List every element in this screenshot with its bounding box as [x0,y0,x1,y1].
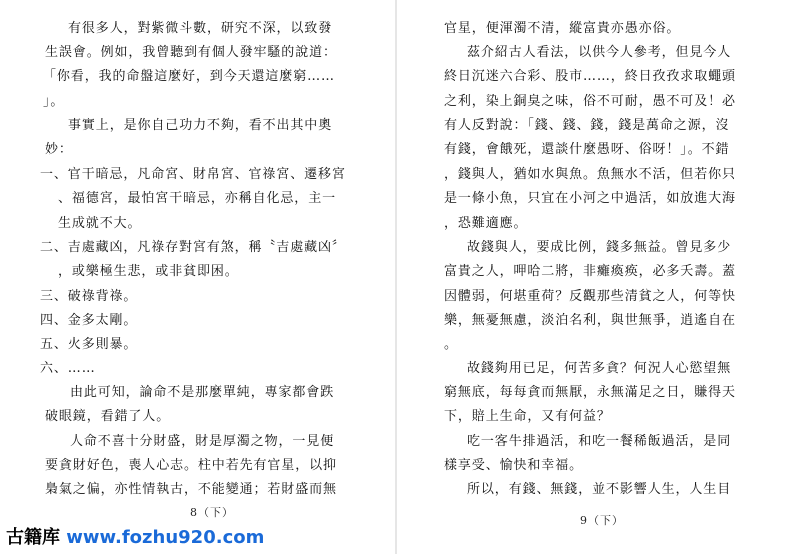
text-line: 下，賠上生命，又有何益？ [444,409,611,424]
text-line: 官星，便渾濁不清，縱富貴亦愚亦俗。 [444,21,681,36]
text-line: 樂，無憂無慮，淡泊名利，與世無爭，逍遙自在 [444,313,736,328]
text-line: 故錢夠用已足，何苦多貪？何況人心慾望無 [467,361,732,376]
watermark-site-name: 古籍库 [6,527,60,548]
watermark-url: www.fozhu920.com [66,527,265,548]
text-line: ，錢與人，猶如水與魚。魚無水不活，但若你只 [444,167,736,182]
text-line: 「你看，我的命盤這麼好，到今天還這麼窮…… [43,69,335,84]
page-number: 9（下） [580,514,624,527]
text-line: 破眼鏡，看錯了人。 [45,409,171,424]
text-line: 富貴之人，呷哈二將，非癱瘓痪，必多夭壽。蓋 [444,264,736,279]
text-line: 事實上，是你自己功力不夠，看不出其中奧 [68,118,333,133]
text-line: ，或樂極生悲，或非貧即困。 [58,264,239,279]
text-line: 妙： [45,142,73,157]
text-line: 二、吉處藏凶，凡祿存對宮有煞，稱〝吉處藏凶〞 [40,240,346,255]
right-page [397,0,793,554]
text-line: 四、金多太剛。 [40,313,138,328]
text-line: 五、火多則暴。 [40,337,138,352]
text-line: 是一條小魚，只宜在小河之中過活，如放進大海 [444,191,736,206]
text-line: 」。 [43,94,65,109]
text-line: 梟氣之偏，亦性情執古，不能變通；若財盛而無 [45,482,337,497]
text-line: 終日沉迷六合彩、股市……，終日孜孜求取蠅頭 [444,69,736,84]
text-line: 由此可知，論命不是那麼單純，專家都會跌 [70,385,335,400]
text-line: 有很多人，對紫微斗數，研究不深，以致發 [68,21,333,36]
text-line: 窮無底，每每貪而無厭，永無滿足之日，賺得天 [444,385,736,400]
text-line: 之利，染上銅臭之味，俗不可耐，愚不可及！必 [444,94,736,109]
site-watermark [6,523,264,549]
text-line: 因體弱，何堪重荷？反觀那些清貧之人，何等快 [444,289,736,304]
text-line: 生誤會。例如，我曾聽到有個人發牢騷的說道： [45,45,337,60]
text-line: 所以，有錢、無錢，並不影響人生，人生目 [467,482,732,497]
text-line: 一、官干暗忌，凡命宮、財帛宮、官祿宮、遷移宮 [40,167,346,182]
text-line: 。 [444,337,458,352]
text-line: 生成就不大。 [58,216,142,231]
page-number: 8（下） [190,506,234,519]
text-line: 人命不喜十分財盛，財是厚濁之物，一見便 [70,434,335,449]
left-page [0,0,396,554]
text-line: 故錢與人，要成比例，錢多無益。曾見多少 [467,240,732,255]
text-line: 樣享受、愉快和幸福。 [444,458,584,473]
text-line: 三、破祿背祿。 [40,289,138,304]
text-line: 、福德宮，最怕宮干暗忌，亦稱自化忌，主一 [58,191,337,206]
text-line: 要貪財好色，喪人心志。柱中若先有官星，以抑 [45,458,337,473]
text-line: 六、…… [40,361,96,376]
text-line: 吃一客牛排過活，和吃一餐稀飯過活，是同 [467,434,732,449]
text-line: 茲介紹古人看法，以供今人參考，但見今人 [467,45,732,60]
text-line: 有錢，會餓死，還談什麼愚呀、俗呀！」。不錯 [444,142,730,157]
text-line: 有人反對說：「錢、錢、錢，錢是萬命之源，沒 [444,118,730,133]
text-line: ，恐難適應。 [444,216,528,231]
